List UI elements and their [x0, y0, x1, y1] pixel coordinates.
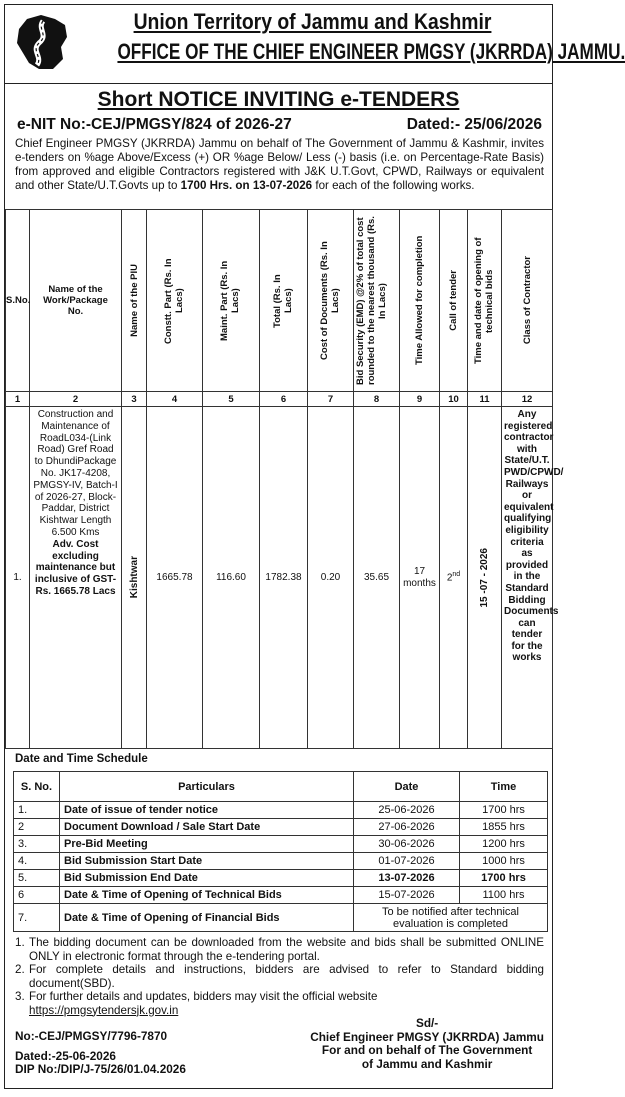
- col-number: 10: [440, 392, 468, 407]
- note-number: 3.: [15, 990, 25, 1003]
- sched-time: 1700 hrs: [460, 870, 548, 887]
- table-row: [14, 853, 548, 870]
- row-call-number: 2: [446, 572, 453, 584]
- row-call: [440, 407, 468, 749]
- sched-date: 27-06-2026: [354, 819, 460, 836]
- row-work-cell: [30, 407, 122, 749]
- col-number: 6: [260, 392, 308, 407]
- row-time: 17 months: [400, 407, 440, 749]
- footer-dated: Dated:-25-06-2026: [15, 1048, 116, 1063]
- nit-number: e-NIT No:-CEJ/PMGSY/824 of 2026-27: [17, 116, 292, 133]
- sched-particulars: Date of issue of tender notice: [60, 802, 354, 819]
- col-number: 3: [122, 392, 147, 407]
- footer-ref-number: No:-CEJ/PMGSY/7796-7870: [15, 1029, 168, 1043]
- notes-section: [5, 932, 552, 1017]
- sched-particulars-header: Particulars: [60, 772, 354, 802]
- footer: [5, 1017, 552, 1077]
- note-text: For complete details and instructions, bidders are advised to refer to Standard bidding document(SBD).: [29, 963, 544, 990]
- sched-time: 1700 hrs: [460, 802, 548, 819]
- footer-sign-behalf: For and on behalf of The Government: [321, 1043, 533, 1057]
- footer-left: [15, 1017, 186, 1077]
- sched-particulars: Date & Time of Opening of Technical Bids: [60, 887, 354, 904]
- table-row: [14, 870, 548, 887]
- sched-date-header: Date: [354, 772, 460, 802]
- tender-notice-page: [4, 4, 625, 1089]
- works-col-numbers: [6, 392, 553, 407]
- col-number: 4: [147, 392, 203, 407]
- row-emd: 35.65: [354, 407, 400, 749]
- table-row: [6, 407, 553, 749]
- sched-sno: 2: [14, 819, 60, 836]
- col-call-header: Call of tender: [448, 270, 459, 331]
- map-emblem-icon: [13, 11, 71, 73]
- sched-time: 1100 hrs: [460, 887, 548, 904]
- col-time-header: Time Allowed for completion: [413, 235, 425, 366]
- col-number: 1: [6, 392, 30, 407]
- footer-sd: Sd/-: [415, 1016, 439, 1030]
- sched-sno: 5.: [14, 870, 60, 887]
- nit-row: [5, 116, 552, 137]
- intro-tail: for each of the following works.: [315, 179, 475, 192]
- row-sno: 1.: [6, 407, 30, 749]
- schedule-header: [14, 772, 548, 802]
- note-text: For further details and updates, bidders may visit the official website: [29, 990, 378, 1003]
- note-item: [15, 936, 544, 963]
- note-number: 1.: [15, 936, 25, 949]
- footer-dip-number: DIP No:/DIP/J-75/26/01.04.2026: [15, 1062, 186, 1076]
- row-class: Any registered contractor with State/U.T. PWD/CPWD/ Railways or equivalent qualifying eligibility criteria as provided in the Standard Bidding Documents can tender for the works: [502, 407, 553, 749]
- col-number: 12: [502, 392, 553, 407]
- nit-dated: Dated:- 25/06/2026: [406, 116, 542, 133]
- col-number: 11: [468, 392, 502, 407]
- sched-sno: 4.: [14, 853, 60, 870]
- sched-sno-header: S. No.: [14, 772, 60, 802]
- sched-particulars: Bid Submission Start Date: [60, 853, 354, 870]
- col-const-header: Constt. Part (Rs. In Lacs): [162, 257, 185, 344]
- sched-date: 01-07-2026: [354, 853, 460, 870]
- col-class-header: Class of Contractor: [521, 256, 533, 345]
- sched-particulars: Date & Time of Opening of Financial Bids: [60, 904, 354, 932]
- sched-particulars: Pre-Bid Meeting: [60, 836, 354, 853]
- works-table: [5, 209, 564, 749]
- table-row: [14, 836, 548, 853]
- sched-time: 1855 hrs: [460, 819, 548, 836]
- note-item: [15, 963, 544, 990]
- row-const: 1665.78: [147, 407, 203, 749]
- sched-time: 1000 hrs: [460, 853, 548, 870]
- works-table-header: [6, 210, 553, 392]
- website-link[interactable]: https://pmgsytendersjk.gov.in: [29, 1003, 179, 1017]
- sched-sno: 1.: [14, 802, 60, 819]
- sched-time: 1200 hrs: [460, 836, 548, 853]
- col-total-header: Total (Rs. In Lacs): [271, 273, 294, 328]
- footer-sign-govt: of Jammu and Kashmir: [361, 1056, 493, 1071]
- intro-text: Chief Engineer PMGSY (JKRRDA) Jammu on behalf of The Government of Jammu & Kashmir, invites e-tenders on %age Above/Excess (+) OR %age Below/ Less (-) basis (i.e. on Percentage-Rate Basis) from approved and eligible Contractors registered with J&K U.T.Govt, CPWD, Railways or equivalent and other State/U.T.Govts up to: [15, 137, 544, 192]
- col-number: 8: [354, 392, 400, 407]
- intro-deadline: 1700 Hrs. on 13-07-2026: [180, 179, 313, 192]
- col-number: 7: [308, 392, 354, 407]
- table-row: [14, 904, 548, 932]
- col-piu-header: Name of the PIU: [128, 264, 140, 337]
- schedule-title: Date and Time Schedule: [15, 753, 148, 765]
- col-sno-header: S.No.: [6, 295, 31, 306]
- row-call-suffix: nd: [452, 571, 461, 579]
- note-number: 2.: [15, 963, 25, 976]
- col-number: 2: [30, 392, 122, 407]
- table-row: [14, 819, 548, 836]
- sched-particulars: Bid Submission End Date: [60, 870, 354, 887]
- row-cost: 0.20: [308, 407, 354, 749]
- sched-particulars: Document Download / Sale Start Date: [60, 819, 354, 836]
- sched-date: 30-06-2026: [354, 836, 460, 853]
- sched-sno: 3.: [14, 836, 60, 853]
- schedule-table: [13, 771, 548, 932]
- col-maint-header: Maint. Part (Rs. In Lacs): [219, 260, 241, 341]
- row-total: 1782.38: [260, 407, 308, 749]
- row-piu: Kishtwar: [128, 556, 140, 599]
- notice-header: [5, 5, 625, 84]
- col-cost-header: Cost of Documents (Rs. In Lacs): [318, 241, 341, 360]
- header-ut-name: Union Territory of Jammu and Kashmir: [133, 9, 492, 34]
- col-number: 5: [203, 392, 260, 407]
- sched-date: 15-07-2026: [354, 887, 460, 904]
- header-office-name: OFFICE OF THE CHIEF ENGINEER PMGSY (JKRRDA) JAMMU.: [117, 39, 625, 64]
- footer-sign-title: Chief Engineer PMGSY (JKRRDA) Jammu: [310, 1029, 544, 1044]
- footer-signature: [310, 1017, 544, 1077]
- sched-time-header: Time: [460, 772, 548, 802]
- row-work-cost: Adv. Cost excluding maintenance but inclusive of GST-Rs. 1665.78 Lacs: [34, 538, 117, 597]
- notice-title: Short NOTICE INVITING e-TENDERS: [97, 88, 460, 111]
- sched-sno: 6: [14, 887, 60, 904]
- row-work-name: Construction and Maintenance of RoadL034-(Link Road) Gref Road to DhundiPackage No. JK17-4208, PMGSY-IV, Batch-I of 2026-27, Block-Paddar, District Kishtwar Length 6.500 Kms: [33, 409, 118, 538]
- sched-sno: 7.: [14, 904, 60, 932]
- intro-paragraph: [5, 137, 552, 209]
- sched-financial-note: To be notified after technical evaluation is completed: [354, 904, 548, 932]
- sched-date: 13-07-2026: [354, 870, 460, 887]
- row-maint: 116.60: [203, 407, 260, 749]
- sched-date: 25-06-2026: [354, 802, 460, 819]
- col-emd-header: Bid Security (EMD) @2% of total cost rounded to the nearest thousand (Rs. In Lacs): [354, 216, 388, 385]
- table-row: [14, 802, 548, 819]
- row-opening: 15 -07 - 2026: [479, 547, 490, 608]
- note-text: The bidding document can be downloaded from the website and bids shall be submitted ONLINE ONLY in electronic format through the e-tendering portal.: [29, 936, 544, 963]
- col-opening-header: Time and date of opening of technical bids: [472, 237, 495, 364]
- table-row: [14, 887, 548, 904]
- col-name-header: Name of the Work/Package No.: [43, 284, 108, 317]
- col-number: 9: [400, 392, 440, 407]
- note-item: [15, 990, 544, 1017]
